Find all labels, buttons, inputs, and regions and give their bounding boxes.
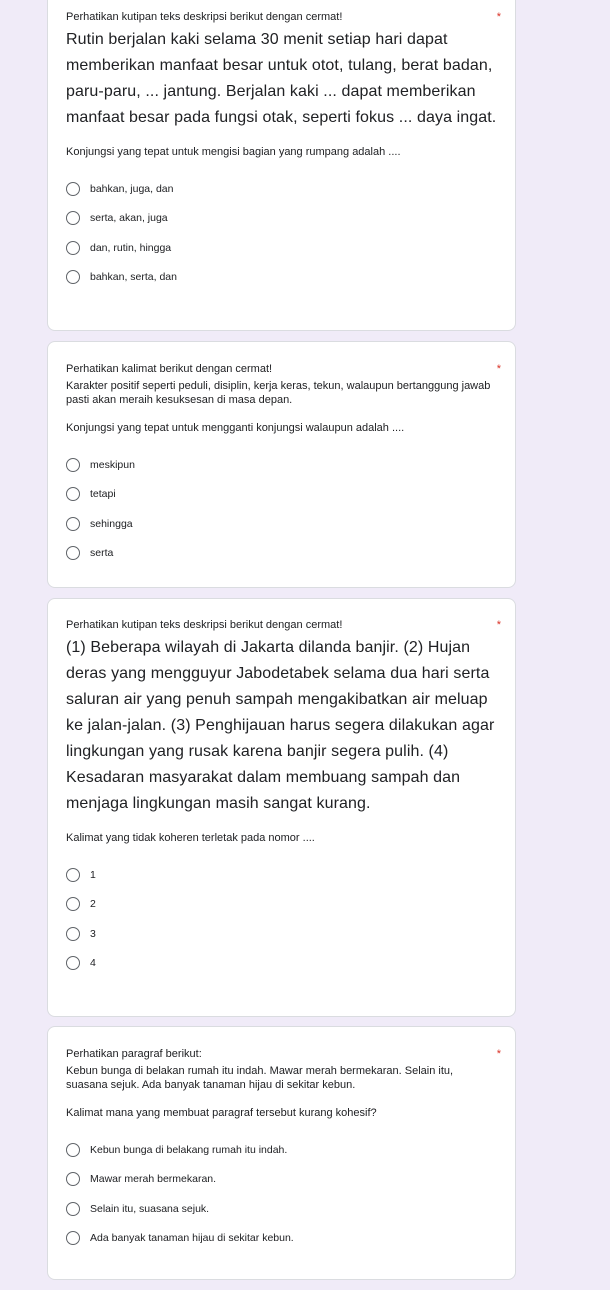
radio-button[interactable] (66, 270, 80, 284)
radio-button[interactable] (66, 956, 80, 970)
options-group (66, 174, 497, 292)
option-label: tetapi (90, 488, 116, 501)
option-1[interactable] (66, 860, 497, 890)
option-4[interactable] (66, 263, 497, 293)
option-label: Mawar merah bermekaran. (90, 1173, 217, 1186)
question-title (66, 10, 501, 24)
required-asterisk: * (496, 1048, 501, 1060)
question-passage: Karakter positif seperti peduli, disiplin, kerja keras, tekun, walaupun bertanggung jawab pasti akan meraih kesuksesan di masa depan. (66, 380, 491, 406)
radio-button[interactable] (66, 487, 80, 501)
question-title-text: Perhatikan paragraf berikut: (66, 1048, 202, 1060)
option-label: Selain itu, suasana sejuk. (90, 1202, 210, 1215)
option-3[interactable] (66, 509, 497, 539)
question-title-text: Perhatikan kutipan teks deskripsi berikut dengan cermat! (66, 619, 343, 631)
option-2[interactable] (66, 480, 497, 510)
question-prompt: Kalimat mana yang membuat paragraf tersebut kurang kohesif? (66, 1107, 377, 1119)
question-title (66, 362, 501, 376)
options-group (66, 1135, 497, 1253)
radio-button[interactable] (66, 241, 80, 255)
required-asterisk: * (496, 619, 501, 631)
option-label: bahkan, serta, dan (90, 271, 177, 284)
options-group (66, 860, 497, 978)
option-label: Kebun bunga di belakang rumah itu indah. (90, 1143, 288, 1156)
option-label: Ada banyak tanaman hijau di sekitar kebun. (90, 1232, 294, 1245)
option-1[interactable] (66, 1135, 497, 1165)
radio-button[interactable] (66, 458, 80, 472)
radio-button[interactable] (66, 927, 80, 941)
option-label: meskipun (90, 458, 135, 471)
option-4[interactable] (66, 539, 497, 569)
question-title (66, 1047, 501, 1061)
option-3[interactable] (66, 919, 497, 949)
question-prompt: Konjungsi yang tepat untuk mengisi bagian yang rumpang adalah .... (66, 146, 401, 158)
required-asterisk: * (496, 11, 501, 23)
options-group (66, 450, 497, 568)
option-3[interactable] (66, 233, 497, 263)
question-title-text: Perhatikan kalimat berikut dengan cermat! (66, 363, 273, 375)
option-4[interactable] (66, 1224, 497, 1254)
option-1[interactable] (66, 174, 497, 204)
option-label: 1 (90, 868, 96, 881)
radio-button[interactable] (66, 1172, 80, 1186)
option-1[interactable] (66, 450, 497, 480)
option-2[interactable] (66, 204, 497, 234)
radio-button[interactable] (66, 182, 80, 196)
radio-button[interactable] (66, 897, 80, 911)
option-label: serta, akan, juga (90, 212, 168, 225)
question-card-1 (47, 0, 516, 331)
radio-button[interactable] (66, 868, 80, 882)
question-card-4 (47, 1026, 516, 1280)
question-prompt: Kalimat yang tidak koheren terletak pada nomor .... (66, 832, 315, 844)
option-label: dan, rutin, hingga (90, 241, 172, 254)
question-prompt: Konjungsi yang tepat untuk mengganti konjungsi walaupun adalah .... (66, 422, 405, 434)
option-4[interactable] (66, 949, 497, 979)
radio-button[interactable] (66, 1231, 80, 1245)
radio-button[interactable] (66, 1202, 80, 1216)
question-passage: (1) Beberapa wilayah di Jakarta dilanda banjir. (2) Hujan deras yang mengguyur Jabodetabek selama dua hari serta saluran air yang penuh sampah mengakibatkan air meluap ke jalan-jalan. (3) Penghijauan harus segera dilakukan agar lingkungan yang rusak karena banjir segera pulih. (4) Kesadaran masyarakat dalam membuang sampah dan menjaga lingkungan masih sangat kurang. (66, 639, 495, 812)
radio-button[interactable] (66, 546, 80, 560)
option-label: 2 (90, 898, 96, 911)
option-3[interactable] (66, 1194, 497, 1224)
question-passage: Rutin berjalan kaki selama 30 menit setiap hari dapat memberikan manfaat besar untuk otot, tulang, berat badan, paru-paru, ... jantung. Berjalan kaki ... dapat memberikan manfaat besar pada fungsi otak, seperti fokus ... daya ingat. (66, 31, 497, 126)
option-label: 3 (90, 927, 96, 940)
option-label: 4 (90, 957, 96, 970)
radio-button[interactable] (66, 517, 80, 531)
option-label: sehingga (90, 517, 133, 530)
radio-button[interactable] (66, 1143, 80, 1157)
option-label: serta (90, 547, 114, 560)
question-title (66, 618, 501, 632)
option-2[interactable] (66, 1165, 497, 1195)
option-label: bahkan, juga, dan (90, 182, 174, 195)
question-card-2 (47, 341, 516, 588)
radio-button[interactable] (66, 211, 80, 225)
question-card-3 (47, 598, 516, 1017)
question-title-text: Perhatikan kutipan teks deskripsi berikut dengan cermat! (66, 11, 343, 23)
option-2[interactable] (66, 890, 497, 920)
required-asterisk: * (496, 363, 501, 375)
question-passage: Kebun bunga di belakan rumah itu indah. Mawar merah bermekaran. Selain itu, suasana sejuk. Ada banyak tanaman hijau di sekitar kebun. (66, 1065, 454, 1091)
